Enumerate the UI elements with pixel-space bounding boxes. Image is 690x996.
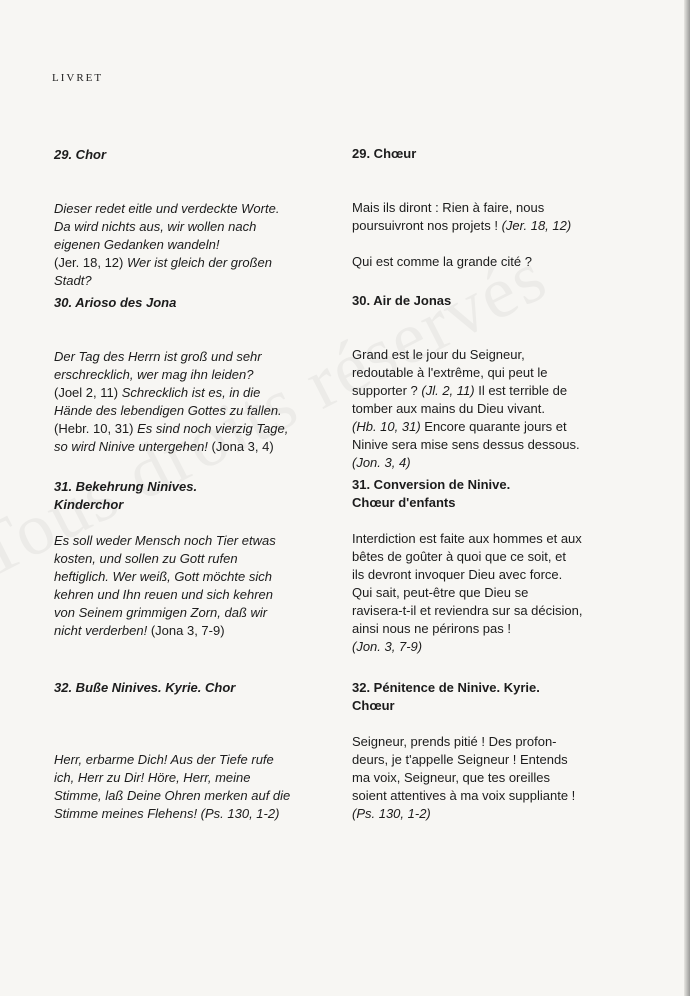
text-line [352, 530, 630, 548]
section-heading: 31. Conversion de Ninive. [352, 477, 511, 492]
german-section-32 [54, 679, 336, 823]
section-heading: 31. Bekehrung Ninives. [54, 479, 198, 494]
text-segment: (Jona 3, 4) [211, 439, 274, 454]
text-line [54, 805, 336, 823]
text-segment: Es soll weder Mensch noch Tier etwas [54, 533, 276, 548]
text-segment: Stimme, laß Deine Ohren merken auf die [54, 788, 291, 803]
text-line [352, 199, 630, 217]
text-segment: Encore quarante jours et [420, 419, 567, 434]
text-segment: Wer ist gleich der großen [126, 255, 272, 270]
section-heading: 32. Pénitence de Ninive. Kyrie. [352, 680, 540, 695]
text-segment: poursuivront nos projets ! [352, 218, 502, 233]
section-heading: 29. Chœur [352, 146, 417, 161]
text-line [352, 235, 630, 253]
text-segment: (Jer. 18, 12) [54, 255, 127, 270]
text-line [352, 400, 630, 418]
text-line [352, 382, 630, 400]
text-line [54, 751, 336, 769]
text-segment: ils devront invoquer Dieu avec force. [352, 567, 563, 582]
text-segment: Der Tag des Herrn ist groß und sehr [54, 349, 262, 364]
text-line [352, 436, 630, 454]
text-line [352, 733, 630, 751]
text-segment: Qui sait, peut-être que Dieu se [352, 585, 529, 600]
text-segment: redoutable à l'extrême, qui peut le [352, 365, 548, 380]
text-line [352, 805, 630, 823]
text-segment: erschrecklich, wer mag ihn leiden? [54, 367, 254, 382]
text-segment: (Hb. 10, 31) [352, 419, 421, 434]
running-header: LIVRET [52, 72, 104, 84]
text-segment: deurs, je t'appelle Seigneur ! Entends [352, 752, 568, 767]
text-segment: bêtes de goûter à quoi que ce soit, et [352, 549, 566, 564]
section-heading: Kinderchor [54, 497, 124, 512]
text-segment: Seigneur, prends pitié ! Des profon- [352, 734, 557, 749]
german-section-31 [54, 478, 336, 640]
text-line [54, 604, 336, 622]
text-segment: Mais ils diront : Rien à faire, nous [352, 200, 545, 215]
text-segment: so wird Ninive untergehen! [54, 439, 212, 454]
text-line [352, 769, 630, 787]
text-line [352, 787, 630, 805]
text-segment: Da wird nichts aus, wir wollen nach [54, 219, 257, 234]
text-segment: (Jon. 3, 4) [352, 455, 411, 470]
text-segment: ich, Herr zu Dir! Höre, Herr, meine [54, 770, 251, 785]
text-line [54, 254, 336, 272]
text-line [54, 622, 336, 640]
text-line [54, 236, 336, 254]
text-line [352, 346, 630, 364]
text-line [352, 584, 630, 602]
text-segment: Qui est comme la grande cité ? [352, 254, 532, 269]
text-line [54, 348, 336, 366]
french-section-32 [352, 679, 630, 823]
german-section-30 [54, 294, 336, 456]
text-segment: (Jona 3, 7-9) [150, 623, 225, 638]
text-segment: von Seinem grimmigen Zorn, daß wir [54, 605, 268, 620]
french-section-29 [352, 145, 630, 271]
text-line [54, 272, 336, 290]
text-line [352, 638, 630, 656]
text-line [352, 548, 630, 566]
text-line [54, 787, 336, 805]
text-line [54, 384, 336, 402]
text-line [352, 602, 630, 620]
section-heading: 30. Arioso des Jona [54, 295, 177, 310]
text-segment: Herr, erbarme Dich! Aus der Tiefe rufe [54, 752, 274, 767]
text-segment: Dieser redet eitle und verdeckte Worte. [54, 201, 280, 216]
text-segment: Hände des lebendigen Gottes zu fallen. [54, 403, 282, 418]
text-segment: Grand est le jour du Seigneur, [352, 347, 525, 362]
text-segment: Stimme meines Flehens! (Ps. 130, 1-2) [54, 806, 280, 821]
text-line [54, 769, 336, 787]
text-line [352, 217, 630, 235]
text-segment: Es sind noch vierzig Tage, [137, 421, 289, 436]
french-section-31 [352, 476, 630, 656]
page-edge-shadow [684, 0, 690, 996]
text-segment: Interdiction est faite aux hommes et aux [352, 531, 582, 546]
text-segment: ravisera-t-il et reviendra sur sa décision, [352, 603, 583, 618]
text-line [352, 418, 630, 436]
text-segment: ainsi nous ne périrons pas ! [352, 621, 511, 636]
text-line [54, 420, 336, 438]
text-line [352, 620, 630, 638]
section-heading: Chœur d'enfants [352, 495, 456, 510]
text-segment: eigenen Gedanken wandeln! [54, 237, 220, 252]
text-segment: (Hebr. 10, 31) [54, 421, 138, 436]
text-line [54, 550, 336, 568]
text-segment: kosten, und sollen zu Gott rufen [54, 551, 238, 566]
section-heading: 30. Air de Jonas [352, 293, 452, 308]
text-line [54, 532, 336, 550]
text-segment: supporter ? [352, 383, 422, 398]
text-line [352, 454, 630, 472]
text-segment: Stadt? [54, 273, 92, 288]
text-segment: tomber aux mains du Dieu vivant. [352, 401, 545, 416]
text-line [352, 253, 630, 271]
section-heading: 29. Chor [54, 147, 107, 162]
text-segment: (Ps. 130, 1-2) [352, 806, 431, 821]
german-section-29 [54, 146, 336, 290]
section-heading: Chœur [352, 698, 395, 713]
text-line [54, 218, 336, 236]
text-line [54, 402, 336, 420]
text-segment: kehren und Ihn reuen und sich kehren [54, 587, 273, 602]
french-section-30 [352, 292, 630, 472]
text-line [54, 366, 336, 384]
text-segment: Schrecklich ist es, in die [121, 385, 261, 400]
text-segment: (Joel 2, 11) [54, 385, 122, 400]
text-line [54, 568, 336, 586]
text-segment: soient attentives à ma voix suppliante ! [352, 788, 576, 803]
text-segment: ma voix, Seigneur, que tes oreilles [352, 770, 550, 785]
text-segment: Il est terrible de [474, 383, 568, 398]
text-line [54, 586, 336, 604]
text-segment: nicht verderben! [54, 623, 151, 638]
text-segment: (Jon. 3, 7-9) [352, 639, 423, 654]
text-segment: (Jl. 2, 11) [421, 383, 475, 398]
section-heading: 32. Buße Ninives. Kyrie. Chor [54, 680, 236, 695]
text-segment: heftiglich. Wer weiß, Gott möchte sich [54, 569, 272, 584]
text-line [54, 200, 336, 218]
text-line [352, 751, 630, 769]
text-segment: Ninive sera mise sens dessus dessous. [352, 437, 580, 452]
text-segment: (Jer. 18, 12) [501, 218, 572, 233]
text-line [54, 438, 336, 456]
text-line [352, 566, 630, 584]
text-line [352, 364, 630, 382]
